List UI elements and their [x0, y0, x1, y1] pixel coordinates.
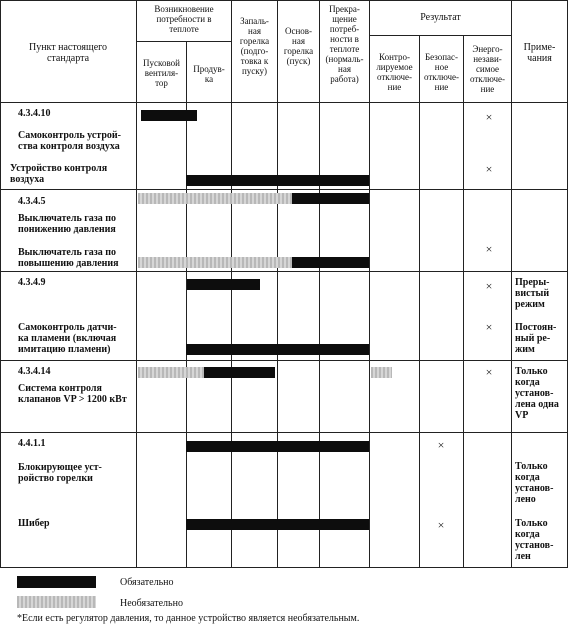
grid-line [0, 189, 568, 190]
row-item: Выключатель газа по повышению давления [18, 247, 119, 269]
header-safety: Безопас- ное отключе- ние [423, 52, 460, 92]
cross-mark: × [485, 162, 493, 176]
row-clause: 4.4.1.1 [18, 438, 46, 449]
header-purge: Продув- ка [193, 64, 225, 84]
cross-mark: × [437, 438, 445, 452]
mandatory-bar [292, 193, 369, 204]
grid-line [0, 432, 568, 433]
header-start-fan: Пусковой вентиля- тор [143, 58, 180, 88]
grid-line [369, 35, 512, 36]
footnote: *Если есть регулятор давления, то данное устройство является необязательным. [17, 613, 360, 624]
row-note: Постоян- ный ре- жим [515, 322, 557, 355]
optional-bar [138, 257, 294, 268]
grid-line [0, 0, 1, 568]
cross-mark: × [485, 365, 493, 379]
optional-bar [138, 193, 294, 204]
header-controlled: Контро- лируемое отключе- ние [376, 52, 413, 92]
row-note: Преры- вистый режим [515, 277, 550, 310]
mandatory-bar [186, 344, 369, 355]
header-result: Результат [420, 12, 461, 23]
mandatory-bar [141, 110, 197, 121]
row-clause: 4.3.4.10 [18, 108, 51, 119]
row-item: Самоконтроль устрой- ства контроля воздуха [18, 130, 121, 152]
cross-mark: × [437, 518, 445, 532]
grid-line [463, 35, 464, 568]
header-cessation: Прекра- щение потреб- ности в теплоте (нормаль- ная работа) [325, 4, 364, 84]
row-item: Блокирующее уст- ройство горелки [18, 462, 102, 484]
header-heat-demand: Возникновение потребности в теплоте [154, 4, 214, 34]
optional-bar [138, 367, 208, 378]
mandatory-bar [186, 519, 369, 530]
row-item: Система контроля клапанов VP > 1200 кВт [18, 383, 127, 405]
row-item: Самоконтроль датчи- ка пламени (включая имитацию пламени) [18, 322, 117, 355]
grid-line [419, 35, 420, 568]
legend-mandatory-swatch [17, 576, 96, 588]
row-note: Только когда установ- лен [515, 518, 554, 562]
grid-line [319, 0, 320, 568]
grid-line [0, 102, 568, 103]
mandatory-bar [204, 367, 275, 378]
grid-line [0, 0, 568, 1]
row-item: Устройство контроля воздуха [10, 163, 108, 185]
cross-mark: × [485, 279, 493, 293]
row-item: Шибер [18, 518, 50, 529]
optional-bar [371, 367, 392, 378]
grid-line [511, 0, 512, 568]
header-clause: Пункт настоящего стандарта [28, 42, 108, 64]
row-note: Только когда установ- лена одна VP [515, 366, 559, 421]
header-notes: Приме- чания [523, 42, 556, 64]
mandatory-bar [186, 175, 369, 186]
legend-optional-label: Необязательно [120, 598, 183, 609]
grid-line [0, 360, 568, 361]
header-energy: Энерго- незави- симое отключе- ние [469, 44, 506, 94]
grid-line [136, 41, 231, 42]
row-clause: 4.3.4.14 [18, 366, 51, 377]
mandatory-bar [187, 279, 260, 290]
grid-line [0, 271, 568, 272]
row-item: Выключатель газа по понижению давления [18, 213, 117, 235]
grid-line [0, 567, 568, 568]
legend-optional-swatch [17, 596, 96, 608]
grid-line [277, 0, 278, 568]
mandatory-bar [292, 257, 369, 268]
cross-mark: × [485, 242, 493, 256]
legend-mandatory-label: Обязательно [120, 577, 174, 588]
header-main-burner: Основ- ная горелка (пуск) [283, 26, 314, 66]
row-note: Только когда установ- лено [515, 461, 554, 505]
header-ignition-burner: Запаль- ная горелка (подго- товка к пуску) [239, 16, 270, 76]
mandatory-bar [186, 441, 369, 452]
cross-mark: × [485, 110, 493, 124]
cross-mark: × [485, 320, 493, 334]
row-clause: 4.3.4.5 [18, 196, 46, 207]
row-clause: 4.3.4.9 [18, 277, 46, 288]
